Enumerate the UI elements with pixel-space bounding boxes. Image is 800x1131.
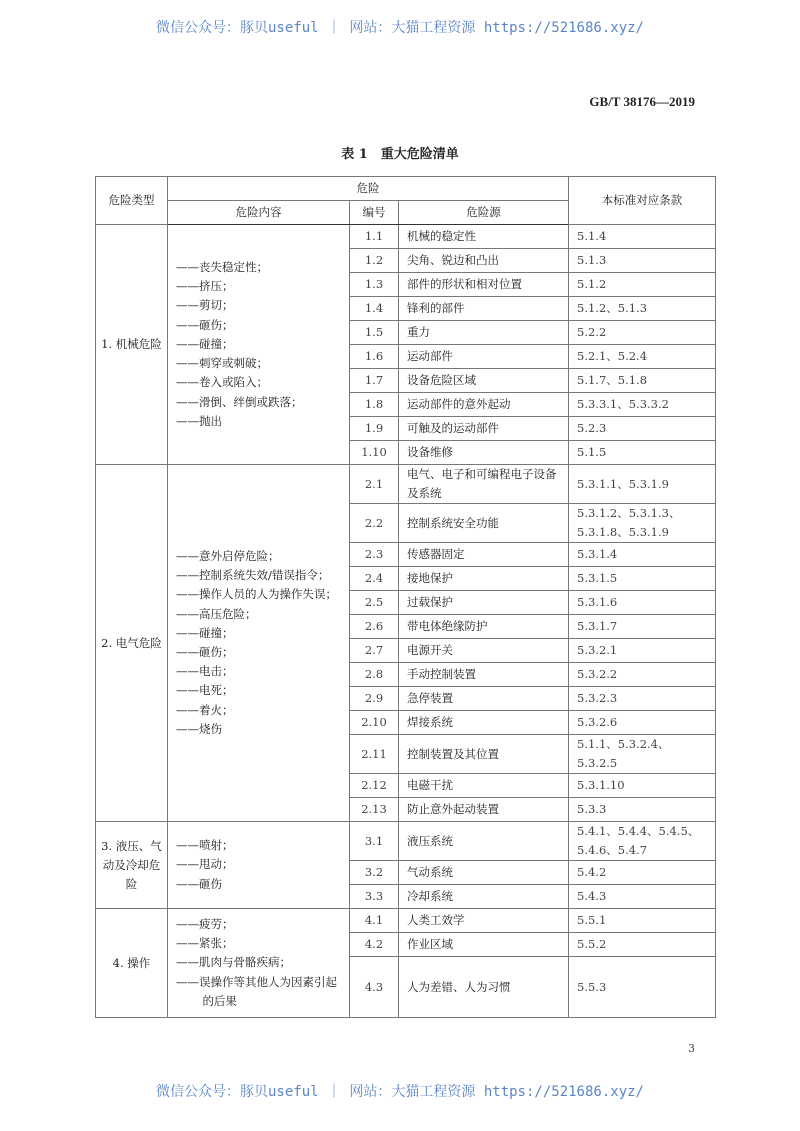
hazard-id: 1.1 (350, 225, 399, 249)
hazard-id: 2.11 (350, 735, 399, 774)
hazard-source: 部件的形状和相对位置 (399, 273, 569, 297)
hazard-content-item: ——滑倒、绊倒或跌落； (176, 394, 303, 409)
standard-clauses: 5.1.1、5.3.2.4、5.3.2.5 (569, 735, 716, 774)
hazard-content (168, 909, 350, 1018)
standard-clauses: 5.5.1 (569, 909, 716, 933)
standard-clauses: 5.3.1.2、5.3.1.3、5.3.1.8、5.3.1.9 (569, 504, 716, 543)
hazard-content-item: ——电死； (176, 683, 234, 698)
hazard-id: 2.7 (350, 639, 399, 663)
hazard-content-item: ——紧张； (176, 936, 234, 951)
hazard-type: 4. 操作 (96, 909, 168, 1018)
hazard-source: 作业区域 (399, 933, 569, 957)
standard-clauses: 5.3.1.6 (569, 591, 716, 615)
standard-clauses: 5.4.2 (569, 861, 716, 885)
hazard-content-item: ——抛出 (176, 413, 222, 428)
standard-clauses: 5.1.3 (569, 249, 716, 273)
hazard-type: 2. 电气危险 (96, 465, 168, 822)
hazard-id: 3.2 (350, 861, 399, 885)
standard-clauses: 5.3.1.4 (569, 543, 716, 567)
hazard-content-item: ——肌肉与骨骼疾病； (176, 955, 291, 970)
hazard-id: 4.2 (350, 933, 399, 957)
hazard-source: 防止意外起动装置 (399, 798, 569, 822)
hazard-source: 设备维修 (399, 441, 569, 465)
hazard-content-item: ——电击； (176, 664, 234, 679)
standard-clauses: 5.4.3 (569, 885, 716, 909)
hazard-source: 液压系统 (399, 822, 569, 861)
hazard-content (168, 225, 350, 465)
watermark-bottom: 微信公众号：豚贝useful ｜ 网站：大猫工程资源 https://521686.xyz/ (155, 1084, 644, 1100)
hazard-source: 机械的稳定性 (399, 225, 569, 249)
hazard-id: 2.8 (350, 663, 399, 687)
hazard-source: 人为差错、人为习惯 (399, 957, 569, 1018)
hazard-content-item: ——甩动； (176, 857, 234, 872)
hazard-id: 1.3 (350, 273, 399, 297)
hazard-content-item: ——操作人员的人为操作失误； (176, 587, 337, 602)
hazard-id: 2.4 (350, 567, 399, 591)
page-number: 3 (688, 1042, 695, 1055)
standard-clauses: 5.5.3 (569, 957, 716, 1018)
hazard-content-item: ——挤压； (176, 279, 234, 294)
hazard-content-item: ——碰撞； (176, 625, 234, 640)
hazard-source: 尖角、锐边和凸出 (399, 249, 569, 273)
hazard-id: 1.4 (350, 297, 399, 321)
standard-clauses: 5.3.2.2 (569, 663, 716, 687)
hazard-content (168, 465, 350, 822)
standard-clauses: 5.1.5 (569, 441, 716, 465)
hazard-source: 锋利的部件 (399, 297, 569, 321)
hazard-content-item: ——高压危险； (176, 606, 257, 621)
standard-clauses: 5.3.2.1 (569, 639, 716, 663)
standard-clauses: 5.1.7、5.1.8 (569, 369, 716, 393)
hazard-content-item: ——砸伤； (176, 317, 234, 332)
hazard-source: 运动部件的意外起动 (399, 393, 569, 417)
hazard-source: 过载保护 (399, 591, 569, 615)
hazard-id: 2.6 (350, 615, 399, 639)
hazard-source: 气动系统 (399, 861, 569, 885)
standard-clauses: 5.1.4 (569, 225, 716, 249)
hazard-id: 3.1 (350, 822, 399, 861)
hazard-source: 手动控制装置 (399, 663, 569, 687)
hazard-id: 1.2 (350, 249, 399, 273)
hazard-source: 控制装置及其位置 (399, 735, 569, 774)
hazard-source: 接地保护 (399, 567, 569, 591)
hazard-content-item: ——意外启停危险； (176, 548, 280, 563)
standard-code: GB/T 38176—2019 (589, 94, 695, 109)
hazard-source: 电磁干扰 (399, 774, 569, 798)
table-row (96, 909, 716, 933)
hazard-id: 2.1 (350, 465, 399, 504)
hazard-id: 2.10 (350, 711, 399, 735)
hazard-content-item: ——控制系统失效/错误指令； (176, 568, 330, 583)
watermark-top: 微信公众号：豚贝useful ｜ 网站：大猫工程资源 https://521686.xyz/ (155, 20, 644, 36)
standard-clauses: 5.3.2.6 (569, 711, 716, 735)
standard-clauses: 5.5.2 (569, 933, 716, 957)
hazard-content-item: ——烧伤 (176, 721, 222, 736)
hazard-id: 4.3 (350, 957, 399, 1018)
hazard-group (96, 225, 716, 465)
hazard-group (96, 909, 716, 1018)
hazard-source: 控制系统安全功能 (399, 504, 569, 543)
hazard-content-item: ——砸伤 (176, 876, 222, 891)
header-source: 危险源 (399, 201, 569, 225)
header-type: 危险类型 (96, 177, 168, 225)
standard-clauses: 5.3.1.10 (569, 774, 716, 798)
hazard-source: 焊接系统 (399, 711, 569, 735)
hazard-source: 急停装置 (399, 687, 569, 711)
standard-clauses: 5.3.2.3 (569, 687, 716, 711)
standard-clauses: 5.3.3.1、5.3.3.2 (569, 393, 716, 417)
hazard-id: 1.8 (350, 393, 399, 417)
hazard-id: 3.3 (350, 885, 399, 909)
hazard-type: 3. 液压、气动及冷却危险 (96, 822, 168, 909)
table-row (96, 465, 716, 504)
hazard-content-item: ——疲劳； (176, 916, 234, 931)
hazard-source: 带电体绝缘防护 (399, 615, 569, 639)
hazard-id: 2.12 (350, 774, 399, 798)
standard-clauses: 5.1.2、5.1.3 (569, 297, 716, 321)
standard-clauses: 5.4.1、5.4.4、5.4.5、5.4.6、5.4.7 (569, 822, 716, 861)
hazard-source: 人类工效学 (399, 909, 569, 933)
hazard-id: 1.7 (350, 369, 399, 393)
hazard-source: 重力 (399, 321, 569, 345)
hazard-id: 4.1 (350, 909, 399, 933)
hazard-source: 电源开关 (399, 639, 569, 663)
hazard-content-item: ——砸伤； (176, 645, 234, 659)
hazard-content-item: ——喷射； (176, 838, 234, 853)
standard-clauses: 5.1.2 (569, 273, 716, 297)
header-content: 危险内容 (168, 201, 350, 225)
hazard-id: 1.6 (350, 345, 399, 369)
standard-clauses: 5.2.2 (569, 321, 716, 345)
header-hazard: 危险 (168, 177, 569, 201)
header-clauses: 本标准对应条款 (569, 177, 716, 225)
table-title: 表 1 重大危险清单 (341, 147, 459, 162)
hazard-source: 运动部件 (399, 345, 569, 369)
header-id: 编号 (350, 201, 399, 225)
hazard-source: 传感器固定 (399, 543, 569, 567)
hazard-type: 1. 机械危险 (96, 225, 168, 465)
hazard-id: 2.9 (350, 687, 399, 711)
hazard-source: 冷却系统 (399, 885, 569, 909)
hazard-source: 可触及的运动部件 (399, 417, 569, 441)
hazard-id: 2.3 (350, 543, 399, 567)
hazard-content (168, 822, 350, 909)
hazard-content-item: ——剪切； (176, 298, 234, 313)
hazard-content-item: ——着火； (176, 702, 234, 717)
hazard-source: 设备危险区域 (399, 369, 569, 393)
standard-clauses: 5.2.3 (569, 417, 716, 441)
hazard-content-item: ——刺穿或刺破； (176, 356, 268, 371)
hazard-source: 电气、电子和可编程电子设备及系统 (399, 465, 569, 504)
standard-clauses: 5.3.1.5 (569, 567, 716, 591)
standard-clauses: 5.2.1、5.2.4 (569, 345, 716, 369)
standard-clauses: 5.3.1.1、5.3.1.9 (569, 465, 716, 504)
hazard-id: 2.5 (350, 591, 399, 615)
hazard-content-item: ——碰撞； (176, 336, 234, 351)
hazard-content-item: ——误操作等其他人为因素引起的后果 (176, 974, 337, 1008)
hazard-id: 1.9 (350, 417, 399, 441)
hazard-id: 2.13 (350, 798, 399, 822)
standard-clauses: 5.3.1.7 (569, 615, 716, 639)
hazard-table (95, 176, 716, 1018)
standard-clauses: 5.3.3 (569, 798, 716, 822)
table-row (96, 822, 716, 861)
hazard-content-item: ——卷入或陷入； (176, 375, 268, 390)
hazard-id: 1.10 (350, 441, 399, 465)
hazard-id: 1.5 (350, 321, 399, 345)
hazard-group (96, 465, 716, 822)
table-row (96, 225, 716, 249)
hazard-group (96, 822, 716, 909)
hazard-id: 2.2 (350, 504, 399, 543)
hazard-content-item: ——丧失稳定性； (176, 260, 268, 275)
